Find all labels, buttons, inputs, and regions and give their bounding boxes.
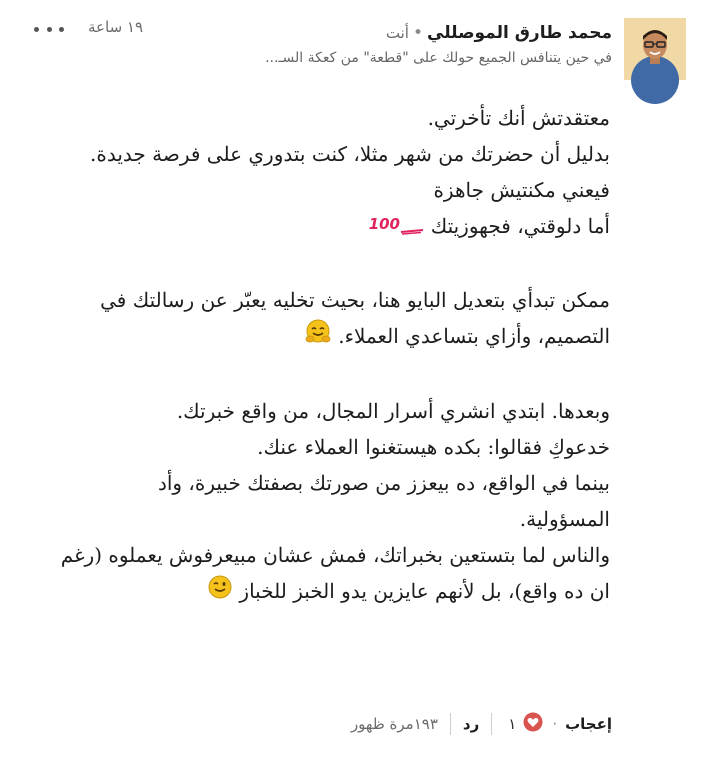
body-line: خدعوكِ فقالوا: بكده هيستغنوا العملاء عنك. xyxy=(257,434,610,459)
like-count[interactable]: ١ xyxy=(508,715,517,733)
paragraph-gap xyxy=(30,246,610,282)
paragraph-gap xyxy=(30,357,610,393)
you-label: أنت xyxy=(385,24,409,42)
more-horizontal-icon xyxy=(59,27,64,32)
body-line-text: التصميم، وأزاي بتساعدي العملاء. xyxy=(338,323,610,348)
avatar-photo-icon xyxy=(624,18,686,80)
more-horizontal-icon xyxy=(34,27,39,32)
body-line xyxy=(30,573,610,611)
author-name[interactable]: محمد طارق الموصللي xyxy=(427,23,612,43)
body-line: وبعدها. ابتدي انشري أسرار المجال، من واقع خبرتك. xyxy=(176,398,610,423)
post-time: ١٩ ساعة xyxy=(88,18,144,36)
body-line xyxy=(30,318,610,357)
body-line: ممكن تبدأي بتعديل البايو هنا، بحيث تخليه يعبّر عن رسالتك في xyxy=(100,287,610,312)
reply-button[interactable]: رد xyxy=(462,715,480,733)
heart-reaction-icon[interactable] xyxy=(522,712,544,736)
separator-dot: • xyxy=(412,23,424,43)
impressions-count[interactable]: ١٩٣مرة ظهور xyxy=(350,715,438,733)
author-line xyxy=(92,20,612,46)
author-headline: في حين يتنافس الجميع حولك على "قطعة" من كعكة السـ... xyxy=(265,50,612,66)
separator-dot: · xyxy=(552,715,558,733)
body-line: المسؤولية. xyxy=(519,506,610,531)
like-button[interactable]: إعجاب xyxy=(565,715,612,733)
divider xyxy=(491,713,492,735)
body-line: بينما في الواقع، ده بيعزز من صورتك بصفتك خبيرة، وأد xyxy=(157,470,610,495)
divider xyxy=(450,713,451,735)
body-line: معتقدتش أنك تأخرتي. xyxy=(427,106,610,130)
comment-body xyxy=(30,100,610,611)
hugging-face-emoji xyxy=(304,318,332,357)
winking-face-emoji xyxy=(207,574,233,611)
svg-text:100: 100 xyxy=(368,214,400,233)
body-line: فيعني مكنتيش جاهزة xyxy=(433,178,610,202)
more-options-button[interactable] xyxy=(34,22,64,36)
body-line: والناس لما بتستعين بخبراتك، فمش عشان مبيعرفوش يعملوه (رغم xyxy=(60,542,610,567)
body-line: بدليل أن حضرتك من شهر مثلا، كنت بتدوري على فرصة جديدة. xyxy=(90,142,610,166)
comment-actions xyxy=(351,712,612,736)
body-line-text: ان ده واقع)، بل لأنهم عايزين يدو الخبز للخباز xyxy=(239,578,610,603)
more-horizontal-icon xyxy=(47,27,52,32)
body-line xyxy=(30,208,610,246)
hundred-points-emoji xyxy=(368,210,425,246)
author-block xyxy=(92,20,612,70)
body-line-text: أما دلوقتي، فجهوزيتك xyxy=(430,214,610,238)
avatar[interactable] xyxy=(624,18,686,80)
